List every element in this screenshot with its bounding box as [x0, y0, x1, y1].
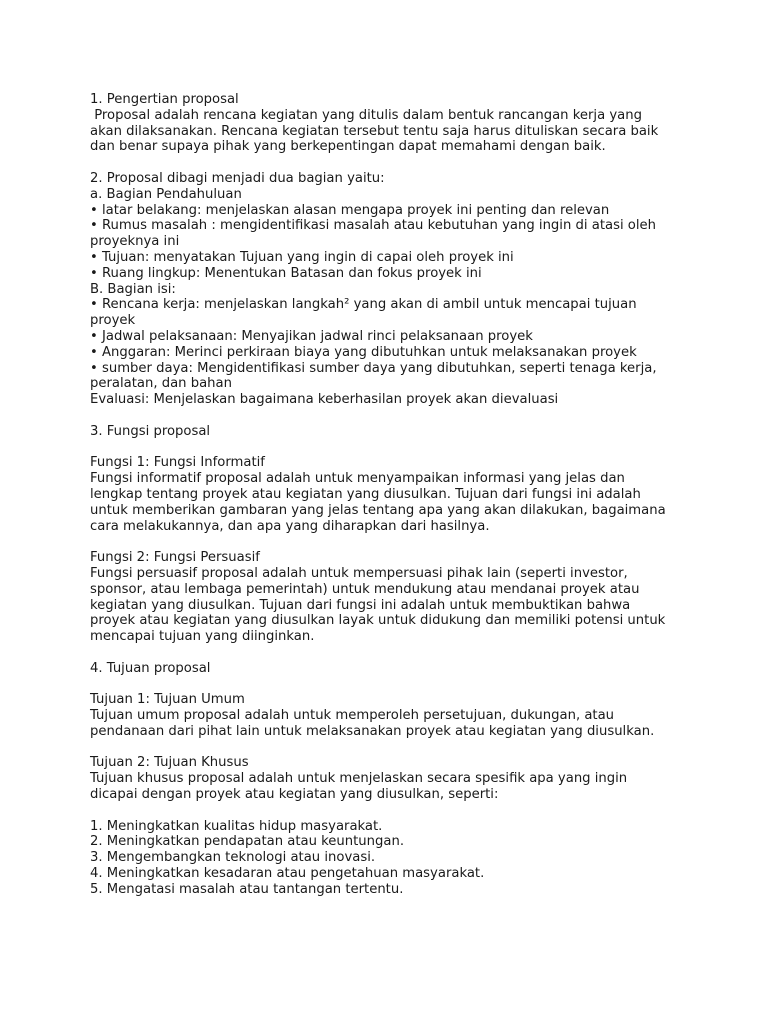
list-item: Evaluasi: Menjelaskan bagaimana keberhasilan proyek akan dievaluasi	[90, 392, 559, 408]
paragraph-line: proyek atau kegiatan yang diusulkan layak untuk didukung dan memiliki potensi untuk	[90, 613, 666, 629]
paragraph-line: pendanaan dari pihat lain untuk melaksanakan proyek atau kegiatan yang diusulkan.	[90, 723, 655, 739]
list-item: • latar belakang: menjelaskan alasan mengapa proyek ini penting dan relevan	[90, 202, 610, 218]
paragraph-line: dan benar supaya pihak yang berkepentingan dapat memahami dengan baik.	[90, 139, 606, 155]
paragraph-line: dicapai dengan proyek atau kegiatan yang diusulkan, seperti:	[90, 787, 499, 803]
document-page	[90, 92, 690, 898]
paragraph-line: cara melakukannya, dan apa yang diharapkan dari hasilnya.	[90, 518, 490, 534]
paragraph-line: Fungsi persuasif proposal adalah untuk mempersuasi pihak lain (seperti investor,	[90, 565, 628, 581]
paragraph-line: Tujuan khusus proposal adalah untuk menjelaskan secara spesifik apa yang ingin	[90, 771, 628, 787]
list-item: • Rencana kerja: menjelaskan langkah² yang akan di ambil untuk mencapai tujuan	[90, 297, 637, 313]
section-4-heading: 4. Tujuan proposal	[90, 660, 211, 676]
paragraph-line: kegiatan yang diusulkan. Tujuan dari fungsi ini adalah untuk membuktikan bahwa	[90, 597, 631, 613]
paragraph-line: mencapai tujuan yang diinginkan.	[90, 629, 315, 645]
tujuan-1-title: Tujuan 1: Tujuan Umum	[90, 692, 245, 708]
list-item: peralatan, dan bahan	[90, 376, 232, 392]
paragraph-line: untuk memberikan gambaran yang jelas tentang apa yang akan dilakukan, bagaimana	[90, 502, 666, 518]
list-item: 4. Meningkatkan kesadaran atau pengetahuan masyarakat.	[90, 866, 485, 882]
list-item: 3. Mengembangkan teknologi atau inovasi.	[90, 850, 376, 866]
list-item: • Rumus masalah : mengidentifikasi masalah atau kebutuhan yang ingin di atasi oleh	[90, 218, 657, 234]
paragraph-line: lengkap tentang proyek atau kegiatan yang diusulkan. Tujuan dari fungsi ini adalah	[90, 486, 641, 502]
list-item: • Anggaran: Merinci perkiraan biaya yang dibutuhkan untuk melaksanakan proyek	[90, 344, 637, 360]
blank-line	[90, 676, 690, 692]
paragraph-line: Proposal adalah rencana kegiatan yang ditulis dalam bentuk rancangan kerja yang	[90, 107, 642, 123]
fungsi-1-title: Fungsi 1: Fungsi Informatif	[90, 455, 265, 471]
list-item: • Ruang lingkup: Menentukan Batasan dan fokus proyek ini	[90, 265, 482, 281]
blank-line	[90, 408, 690, 424]
blank-line	[90, 645, 690, 661]
paragraph-line: sponsor, atau lembaga pemerintah) untuk mendukung atau mendanai proyek atau	[90, 581, 640, 597]
tujuan-2-title: Tujuan 2: Tujuan Khusus	[90, 755, 249, 771]
fungsi-2-title: Fungsi 2: Fungsi Persuasif	[90, 550, 260, 566]
list-item: B. Bagian isi:	[90, 281, 176, 297]
list-item: • Jadwal pelaksanaan: Menyajikan jadwal rinci pelaksanaan proyek	[90, 328, 533, 344]
section-2-heading: 2. Proposal dibagi menjadi dua bagian yaitu:	[90, 170, 385, 186]
paragraph-line: akan dilaksanakan. Rencana kegiatan tersebut tentu saja harus dituliskan secara baik	[90, 123, 659, 139]
paragraph-line: Fungsi informatif proposal adalah untuk menyampaikan informasi yang jelas dan	[90, 471, 625, 487]
list-item: a. Bagian Pendahuluan	[90, 186, 242, 202]
blank-line	[90, 740, 690, 756]
list-item: proyeknya ini	[90, 234, 180, 250]
paragraph-line: Tujuan umum proposal adalah untuk memperoleh persetujuan, dukungan, atau	[90, 708, 615, 724]
section-1-heading: 1. Pengertian proposal	[90, 92, 239, 107]
list-item: 1. Meningkatkan kualitas hidup masyarakat.	[90, 818, 383, 834]
list-item: proyek	[90, 313, 136, 329]
blank-line	[90, 534, 690, 550]
list-item: • Tujuan: menyatakan Tujuan yang ingin di capai oleh proyek ini	[90, 249, 514, 265]
blank-line	[90, 155, 690, 171]
blank-line	[90, 803, 690, 819]
blank-line	[90, 440, 690, 456]
list-item: 5. Mengatasi masalah atau tantangan tertentu.	[90, 881, 404, 897]
list-item: 2. Meningkatkan pendapatan atau keuntungan.	[90, 834, 405, 850]
list-item: • sumber daya: Mengidentifikasi sumber daya yang dibutuhkan, seperti tenaga kerja,	[90, 360, 657, 376]
section-3-heading: 3. Fungsi proposal	[90, 423, 211, 439]
